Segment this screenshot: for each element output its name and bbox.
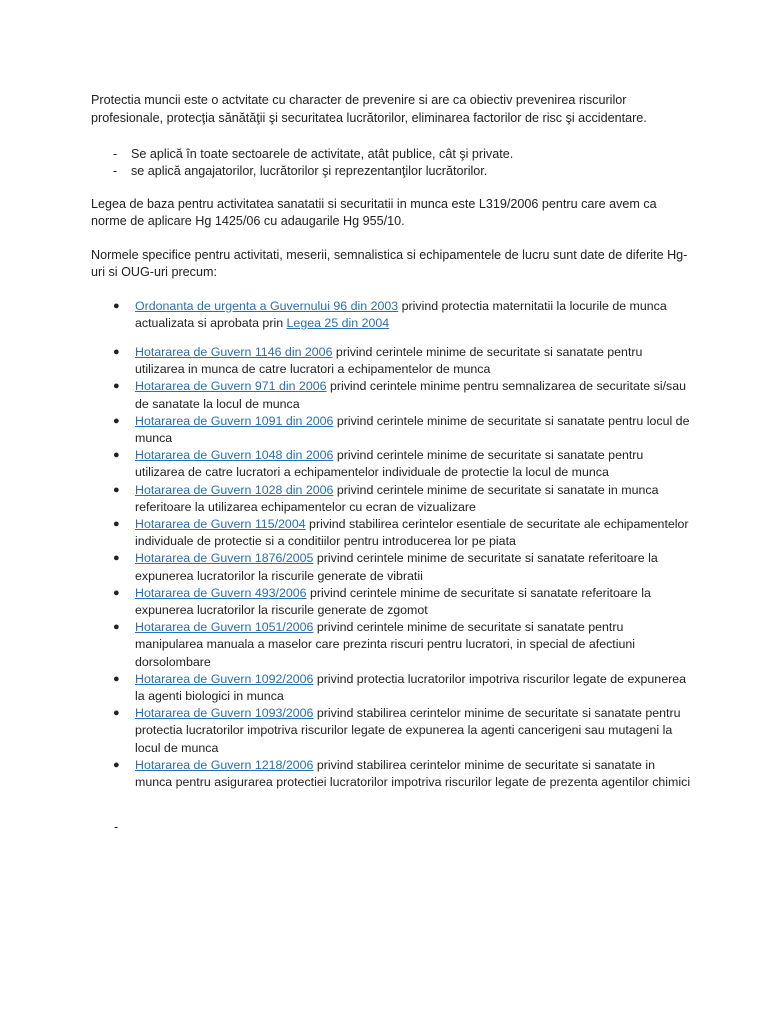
list-item-text: privind cerintele minime pentru semnalizarea de securitate si/sau de sanatate la locul de munca — [135, 379, 686, 411]
document-content — [91, 92, 691, 791]
legislation-link[interactable]: Hotararea de Guvern 1092/2006 — [135, 671, 314, 686]
list-item-text: privind cerintele minime de securitate si sanatate pentru utilizarea de catre lucratori a echipamentelor individuale de protectie la locul de munca — [135, 448, 644, 480]
list-item-text: privind protectia lucratorilor impotriva riscurilor legate de expunerea la agenti biologici in munca — [135, 671, 687, 704]
list-item — [91, 516, 691, 550]
list-item-text: privind stabilirea cerintelor minime de securitate si sanatate in munca pentru asigurarea protectiei lucratorilor impotriva riscurilor legate de prezenta agentilor chimici — [135, 757, 691, 790]
legislation-link[interactable]: Hotararea de Guvern 493/2006 — [135, 585, 307, 600]
list-item-text: privind cerintele minime de securitate si sanatate pentru manipularea manuala a maselor care prezinta riscuri pentru lucratori, in special de afectiuni dorsolombare — [135, 620, 636, 669]
legislation-link[interactable]: Hotararea de Guvern 115/2004 — [135, 517, 306, 532]
list-item — [91, 413, 691, 447]
legislation-link[interactable]: Hotararea de Guvern 1093/2006 — [135, 706, 314, 721]
list-item — [91, 447, 691, 481]
list-item — [91, 298, 691, 332]
legislation-link[interactable]: Hotararea de Guvern 1051/2006 — [135, 620, 314, 635]
list-item — [91, 585, 691, 619]
bullet-icon: ● — [113, 552, 120, 565]
dash-item-text: se aplică angajatorilor, lucrătorilor şi reprezentanţilor lucrătorilor. — [131, 163, 488, 178]
dash-item-text: Se aplică în toate sectoarele de activitate, atât publice, cât şi private. — [131, 147, 514, 161]
list-item — [91, 757, 691, 791]
dash-item — [91, 146, 691, 163]
bullet-icon: ● — [113, 621, 120, 634]
trailing-dash: - — [114, 820, 119, 834]
dash-marker: - — [113, 163, 118, 178]
legislation-link[interactable]: Hotararea de Guvern 1876/2005 — [135, 551, 314, 566]
list-item — [91, 671, 691, 705]
legislation-link[interactable]: Hotararea de Guvern 1218/2006 — [135, 757, 314, 772]
bullet-icon: ● — [113, 672, 120, 685]
bullet-icon: ● — [113, 518, 120, 531]
legislation-link[interactable]: Ordonanta de urgenta a Guvernului 96 din 2003 — [135, 298, 399, 313]
bullet-icon: ● — [113, 707, 120, 720]
legislation-link[interactable]: Legea 25 din 2004 — [286, 315, 390, 330]
list-item — [91, 482, 691, 516]
list-item-text: privind stabilirea cerintelor minime de securitate si sanatate pentru protectia lucratorilor impotriva riscurilor legate de expunerea la agenti cancerigeni sau mutageni la locul de munca — [135, 706, 681, 755]
list-item-text: privind protectia maternitatii la locurile de munca actualizata si aprobata prin — [135, 298, 667, 330]
legislation-link[interactable]: Hotararea de Guvern 1048 din 2006 — [135, 448, 334, 463]
list-item-text: privind stabilirea cerintelor esentiale de securitate ale echipamentelor individuale de protectie si a conditiilor pentru introducerea lor pe piata — [135, 517, 689, 549]
bullet-icon: ● — [113, 586, 120, 599]
list-item-text: privind cerintele minime de securitate si sanatate pentru locul de munca — [135, 413, 690, 446]
bullet-icon: ● — [113, 414, 120, 427]
dash-list — [91, 146, 691, 180]
list-item-text: privind cerintele minime de securitate si sanatate referitoare la expunerea lucratorilor la riscurile generate de zgomot — [135, 585, 651, 618]
list-item-text: privind cerintele minime de securitate si sanatate referitoare la expunerea lucratorilor la riscurile generate de vibratii — [135, 551, 658, 583]
list-item — [91, 550, 691, 584]
legislation-link[interactable]: Hotararea de Guvern 1028 din 2006 — [135, 482, 334, 497]
dash-item — [91, 163, 691, 180]
legislation-link[interactable]: Hotararea de Guvern 1091 din 2006 — [135, 413, 334, 428]
intro-paragraph: Protectia muncii este o actvitate cu character de prevenire si are ca obiectiv prevenirea riscurilor profesionale, protecţia sănătăţii şi securitatea lucrătorilor, eliminarea factorilor de risc şi accidentare. — [91, 93, 647, 125]
list-item — [91, 705, 691, 757]
list-item-text: privind cerintele minime de securitate si sanatate pentru utilizarea in munca de catre lucratori a echipamentelor de munca — [135, 345, 643, 377]
dash-marker: - — [113, 147, 118, 161]
bullet-icon: ● — [113, 380, 120, 393]
legislation-list — [91, 298, 691, 792]
lege-paragraph: Legea de baza pentru activitatea sanatatii si securitatii in munca este L319/2006 pentru care avem ca norme de aplicare Hg 1425/06 cu adaugarile Hg 955/10. — [91, 196, 657, 229]
bullet-icon: ● — [113, 299, 120, 312]
legislation-link[interactable]: Hotararea de Guvern 971 din 2006 — [135, 379, 327, 394]
normele-paragraph: Normele specifice pentru activitati, meserii, semnalistica si echipamentele de lucru sunt date de diferite Hg-uri si OUG-uri precum: — [91, 247, 688, 280]
list-item-text: privind cerintele minime de securitate si sanatate in munca referitoare la utilizarea echipamentelor cu ecran de vizualizare — [135, 482, 659, 514]
list-item — [91, 344, 691, 378]
bullet-icon: ● — [113, 449, 120, 462]
legislation-link[interactable]: Hotararea de Guvern 1146 din 2006 — [135, 345, 333, 359]
list-item — [91, 619, 691, 671]
bullet-icon: ● — [113, 346, 120, 358]
bullet-icon: ● — [113, 483, 120, 496]
bullet-icon: ● — [113, 758, 120, 771]
list-item — [91, 378, 691, 412]
